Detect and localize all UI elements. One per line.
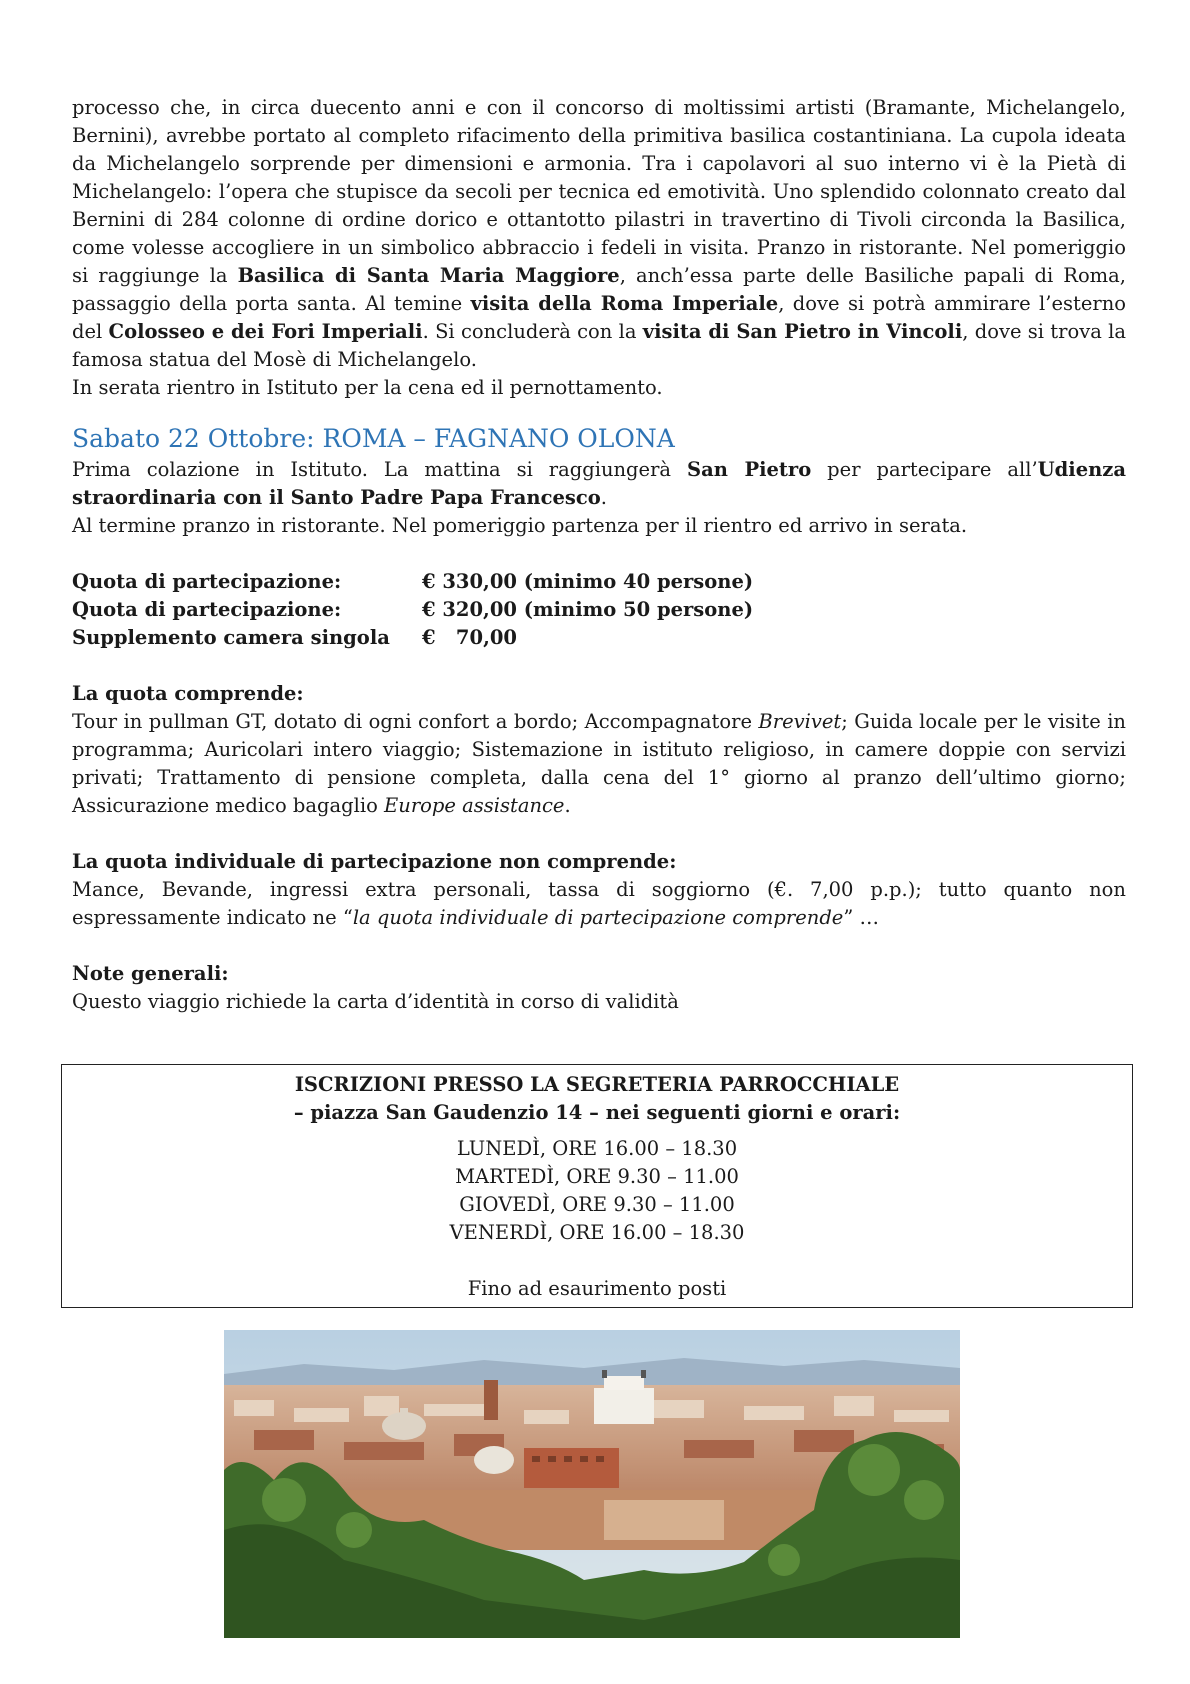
day-paragraph-2: Al termine pranzo in ristorante. Nel pomeriggio partenza per il rientro ed arrivo in serata. bbox=[72, 514, 968, 537]
excludes-text: Mance, Bevande, ingressi extra personali, tassa di soggiorno (€. 7,00 p.p.); tutto quanto non espressamente indicato ne “la quota individuale di partecipazione comprende” … bbox=[72, 878, 1126, 929]
excludes-title: La quota individuale di partecipazione non comprende: bbox=[72, 850, 677, 873]
rome-skyline-illustration bbox=[224, 1330, 960, 1638]
price-value: € 70,00 bbox=[422, 626, 517, 649]
price-value: € 320,00 (minimo 50 persone) bbox=[422, 598, 754, 621]
rome-panorama-photo bbox=[224, 1330, 960, 1638]
notes-title: Note generali: bbox=[72, 962, 229, 985]
schedule-line: GIOVEDÌ, ORE 9.30 – 11.00 bbox=[459, 1193, 735, 1216]
includes-title: La quota comprende: bbox=[72, 682, 304, 705]
price-value: € 330,00 (minimo 40 persone) bbox=[422, 570, 754, 593]
includes-text: Tour in pullman GT, dotato di ogni confort a bordo; Accompagnatore Brevivet; Guida locale per le visite in programma; Auricolari intero viaggio; Sistemazione in istituto religioso, in camere doppie con servizi privati; Trattamento di pensione completa, dalla cena del 1° giorno al pranzo dell’ultimo giorno; Assicurazione medico bagaglio Europe assistance. bbox=[72, 710, 1126, 817]
schedule-line: LUNEDÌ, ORE 16.00 – 18.30 bbox=[456, 1137, 738, 1160]
price-table bbox=[72, 568, 753, 652]
registration-box bbox=[61, 1064, 1133, 1308]
schedule-line: VENERDÌ, ORE 16.00 – 18.30 bbox=[449, 1221, 745, 1244]
schedule-line: MARTEDÌ, ORE 9.30 – 11.00 bbox=[455, 1165, 739, 1188]
document-body bbox=[72, 94, 1126, 1016]
day-heading: Sabato 22 Ottobre: ROMA – FAGNANO OLONA bbox=[72, 424, 675, 453]
intro-paragraph: processo che, in circa duecento anni e con il concorso di moltissimi artisti (Bramante, Michelangelo, Bernini), avrebbe portato al completo rifacimento della primitiva basilica costantiniana. La cupola ideata da Michelangelo sorprende per dimensioni e armonia. Tra i capolavori al suo interno vi è la Pietà di Michelangelo: l’opera che stupisce da secoli per tecnica ed emotività. Uno splendido colonnato creato dal Bernini di 284 colonne di ordine dorico e ottantotto pilastri in travertino di Tivoli circonda la Basilica, come volesse accogliere in un simbolico abbraccio i fedeli in visita. Pranzo in ristorante. Nel pomeriggio si raggiunge la Basilica di Santa Maria Maggiore, anch’essa parte delle Basiliche papali di Roma, passaggio della porta santa. Al temine visita della Roma Imperiale, dove si potrà ammirare l’esterno del Colosseo e dei Fori Imperiali. Si concluderà con la visita di San Pietro in Vincoli, dove si trova la famosa statua del Mosè di Michelangelo. bbox=[72, 96, 1127, 371]
price-row bbox=[72, 568, 753, 596]
price-row bbox=[72, 596, 753, 624]
price-label: Supplemento camera singola bbox=[72, 626, 390, 649]
notes-text: Questo viaggio richiede la carta d’identità in corso di validità bbox=[72, 990, 679, 1013]
price-label: Quota di partecipazione: bbox=[72, 570, 342, 593]
price-label: Quota di partecipazione: bbox=[72, 598, 342, 621]
registration-title: ISCRIZIONI PRESSO LA SEGRETERIA PARROCCHIALE bbox=[294, 1073, 900, 1096]
registration-footer: Fino ad esaurimento posti bbox=[467, 1277, 727, 1300]
registration-subtitle: – piazza San Gaudenzio 14 – nei seguenti giorni e orari: bbox=[293, 1101, 901, 1124]
price-row bbox=[72, 624, 753, 652]
day-paragraph: Prima colazione in Istituto. La mattina si raggiungerà San Pietro per partecipare all’Udienza straordinaria con il Santo Padre Papa Francesco. bbox=[72, 458, 1127, 509]
evening-note: In serata rientro in Istituto per la cena ed il pernottamento. bbox=[72, 376, 663, 399]
